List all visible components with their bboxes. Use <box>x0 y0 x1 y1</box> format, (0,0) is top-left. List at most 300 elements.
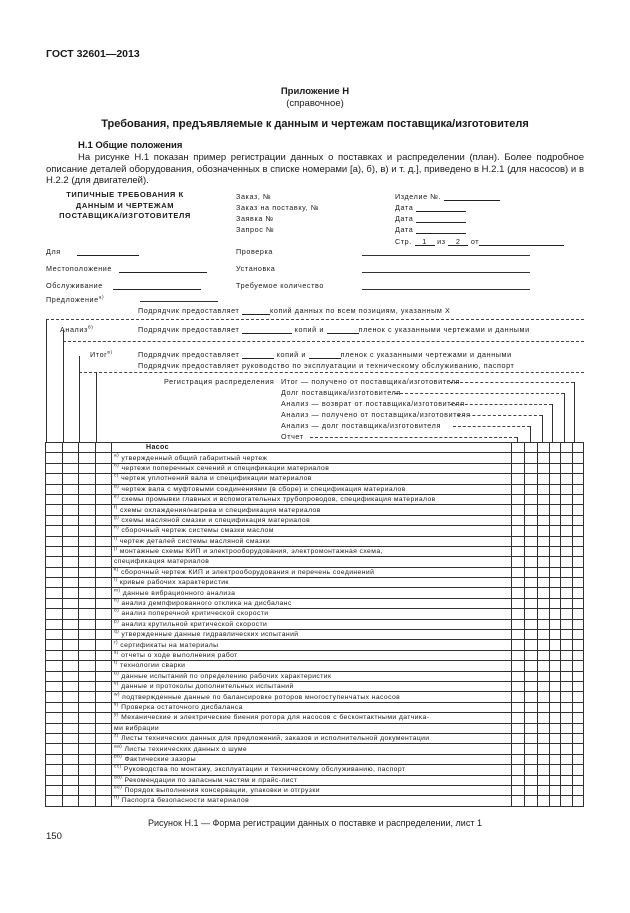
checkbox-cell <box>573 536 584 546</box>
table-row <box>46 526 584 536</box>
checkbox-cell <box>96 785 112 795</box>
table-row <box>46 723 584 733</box>
table-row <box>46 505 584 515</box>
item-mark: h) <box>114 526 120 532</box>
checkbox-cell <box>573 526 584 536</box>
item-cell <box>112 494 512 504</box>
checkbox-cell <box>79 671 96 681</box>
checkbox-cell <box>538 474 550 484</box>
checkbox-cell <box>46 526 63 536</box>
item-mark: o) <box>114 609 120 615</box>
checkbox-cell <box>525 463 538 473</box>
checkbox-cell <box>550 474 561 484</box>
checkbox-cell <box>512 505 525 515</box>
item-cell <box>112 630 512 640</box>
checkbox-cell <box>79 609 96 619</box>
checkbox-cell <box>538 775 550 785</box>
checkbox-cell <box>512 546 525 556</box>
checkbox-cell <box>96 775 112 785</box>
location-field: Местоположение <box>46 264 207 273</box>
checkbox-cell <box>561 713 573 723</box>
main-title: Требования, предъявляемые к данным и чертежам поставщика/изготовителя <box>101 118 529 130</box>
checkbox-cell <box>63 754 79 764</box>
checkbox-cell <box>512 588 525 598</box>
checkbox-cell <box>525 713 538 723</box>
checkbox-cell <box>538 515 550 525</box>
checkbox-cell <box>550 775 561 785</box>
checkbox-cell <box>46 713 63 723</box>
checkbox-cell <box>550 494 561 504</box>
checkbox-cell <box>550 536 561 546</box>
item-mark: ff) <box>114 796 120 802</box>
checkbox-cell <box>573 671 584 681</box>
checkbox-cell <box>63 681 79 691</box>
checkbox-cell <box>550 546 561 556</box>
item-mark: x) <box>114 702 119 708</box>
checkbox-cell <box>550 754 561 764</box>
checkbox-cell <box>46 796 63 806</box>
checkbox-cell <box>96 536 112 546</box>
checkbox-cell <box>538 619 550 629</box>
table-header-cell <box>112 443 512 453</box>
item-mark: p) <box>114 619 120 625</box>
checkbox-cell <box>63 453 79 463</box>
checkbox-cell <box>573 630 584 640</box>
checkbox-cell <box>550 681 561 691</box>
checkbox-cell <box>573 588 584 598</box>
checkbox-cell <box>525 681 538 691</box>
checkbox-cell <box>63 630 79 640</box>
request-label: Заявка № <box>236 214 274 223</box>
item-text: Механические и электрические биения ротора для насосов с бесконтактными датчика- <box>121 714 430 722</box>
checkbox-cell <box>46 650 63 660</box>
item-cell <box>112 702 512 712</box>
checkbox-cell <box>573 754 584 764</box>
checkbox-cell <box>561 598 573 608</box>
checkbox-cell <box>550 630 561 640</box>
checkbox-cell <box>63 619 79 629</box>
checkbox-cell <box>79 536 96 546</box>
item-text: сертификаты на материалы <box>120 641 219 649</box>
item-cell <box>112 723 512 733</box>
checkbox-cell <box>573 567 584 577</box>
checkbox-cell <box>512 619 525 629</box>
checkbox-cell <box>573 723 584 733</box>
item-mark: r) <box>114 640 118 646</box>
item-text: Паспорта безопасности материалов <box>121 797 250 805</box>
item-cell <box>112 692 512 702</box>
checkbox-cell <box>63 515 79 525</box>
checkbox-cell <box>561 463 573 473</box>
checkbox-cell <box>573 546 584 556</box>
table-row <box>46 733 584 743</box>
item-cell <box>112 619 512 629</box>
table-row <box>46 484 584 494</box>
checkbox-cell <box>538 484 550 494</box>
table-row <box>46 546 584 556</box>
checkbox-cell <box>538 536 550 546</box>
total-label: Итог$^{в)}$ <box>90 350 113 359</box>
checkbox-cell <box>550 744 561 754</box>
checkbox-cell <box>538 505 550 515</box>
checkbox-cell <box>63 526 79 536</box>
checkbox-cell <box>79 515 96 525</box>
query-label: Запрос № <box>236 225 275 234</box>
checkbox-cell <box>538 671 550 681</box>
item-mark: u) <box>114 671 120 677</box>
item-mark: j) <box>114 546 118 552</box>
checkbox-cell <box>561 650 573 660</box>
checkbox-cell <box>525 785 538 795</box>
checkbox-cell <box>512 702 525 712</box>
checkbox-cell <box>550 785 561 795</box>
checkbox-cell <box>79 619 96 629</box>
table-header-row <box>46 443 584 453</box>
section-title: Н.1 Общие положения <box>78 140 183 151</box>
checkbox-cell <box>96 578 112 588</box>
checkbox-cell <box>512 754 525 764</box>
item-cell <box>112 671 512 681</box>
checkbox-cell <box>96 453 112 463</box>
checkbox-cell <box>561 515 573 525</box>
checkbox-cell <box>63 650 79 660</box>
checkbox-cell <box>512 744 525 754</box>
checkbox-cell <box>525 474 538 484</box>
checkbox-cell <box>512 598 525 608</box>
checkbox-cell <box>79 630 96 640</box>
item-mark: aa) <box>114 744 123 750</box>
for-field: Для <box>46 247 139 256</box>
item-text: анализ демпфированного отклика на дисбаланс <box>121 600 292 608</box>
checkbox-cell <box>63 557 79 567</box>
checkbox-cell <box>63 588 79 598</box>
checkbox-cell <box>79 765 96 775</box>
checkbox-cell <box>561 733 573 743</box>
checkbox-cell <box>512 640 525 650</box>
checkbox-cell <box>538 733 550 743</box>
section-paragraph: На рисунке Н.1 показан пример регистрации данных о поставках и распределении (план). Более подробное описание деталей оборудования, обозначенных в списке номерами [a), б), в) и т. д.], приведено в Н.2.1 (для насосов) и в Н.2.2 (для двигателей). <box>46 152 584 186</box>
checkbox-cell <box>63 775 79 785</box>
checkbox-cell <box>538 463 550 473</box>
checkbox-cell <box>525 484 538 494</box>
checkbox-cell <box>96 474 112 484</box>
checkbox-cell <box>96 692 112 702</box>
item-cell <box>112 526 512 536</box>
table-row <box>46 630 584 640</box>
item-cell <box>112 588 512 598</box>
item-mark: w) <box>114 692 120 698</box>
checkbox-cell <box>573 609 584 619</box>
order-label: Заказ, № <box>236 192 272 201</box>
checkbox-cell <box>63 505 79 515</box>
checkbox-cell <box>96 505 112 515</box>
checkbox-cell <box>512 630 525 640</box>
checkbox-cell <box>573 474 584 484</box>
checkbox-cell <box>512 494 525 504</box>
item-text: отчеты о ходе выполнения работ <box>121 652 238 659</box>
checkbox-cell <box>573 515 584 525</box>
item-text: утвержденный общий габаритный чертеж <box>121 454 268 462</box>
checkbox-cell <box>79 505 96 515</box>
checkbox-cell <box>46 671 63 681</box>
checkbox-cell <box>550 609 561 619</box>
checkbox-cell <box>538 598 550 608</box>
checkbox-cell <box>96 567 112 577</box>
checkbox-cell <box>525 744 538 754</box>
checkbox-cell <box>512 526 525 536</box>
checkbox-cell <box>79 733 96 743</box>
checkbox-cell <box>96 765 112 775</box>
item-text: схемы масляной смазки и спецификация материалов <box>121 516 311 524</box>
product-field: Изделие №. <box>395 192 500 201</box>
item-text: Листы технических данных для предложений, заказов и исполнительной документации <box>121 735 430 743</box>
checkbox-cell <box>525 494 538 504</box>
item-text: Фактические зазоры <box>124 755 197 763</box>
checkbox-cell <box>512 484 525 494</box>
table-row <box>46 775 584 785</box>
item-mark: s) <box>114 650 119 656</box>
checkbox-cell <box>63 494 79 504</box>
checkbox-cell <box>512 713 525 723</box>
annex-kind: (справочное) <box>286 98 344 109</box>
checkbox-cell <box>550 640 561 650</box>
item-cell <box>112 785 512 795</box>
checkbox-cell <box>538 723 550 733</box>
figure-caption: Рисунок Н.1 — Форма регистрации данных о поставке и распределении, лист 1 <box>148 818 482 828</box>
item-text: Проверка остаточного дисбаланса <box>121 703 243 711</box>
checkbox-cell <box>538 557 550 567</box>
checkbox-cell <box>46 453 63 463</box>
checkbox-cell <box>538 785 550 795</box>
checkbox-cell <box>561 536 573 546</box>
checkbox-cell <box>96 494 112 504</box>
item-text: чертеж уплотнений вала и спецификации материалов <box>121 475 312 483</box>
checkbox-cell <box>63 744 79 754</box>
table-row <box>46 588 584 598</box>
checkbox-cell <box>96 681 112 691</box>
item-text: чертежи поперечных сечений и спецификации материалов <box>121 464 330 472</box>
checkbox-cell <box>96 515 112 525</box>
item-mark: с) <box>114 474 119 480</box>
item-cell <box>112 567 512 577</box>
legend-5: Отчет <box>281 432 304 441</box>
checkbox-cell <box>538 754 550 764</box>
checkbox-cell <box>538 567 550 577</box>
checkbox-cell <box>561 443 573 453</box>
checkbox-cell <box>512 775 525 785</box>
item-cell <box>112 733 512 743</box>
item-text: монтажные схемы КИП и электрооборудования, электромонтажная схема, <box>119 548 383 556</box>
item-cell <box>112 796 512 806</box>
table-row <box>46 785 584 795</box>
checkbox-cell <box>550 650 561 660</box>
item-cell <box>112 640 512 650</box>
checkbox-cell <box>79 650 96 660</box>
item-text: технологии сварки <box>120 662 186 670</box>
checkbox-cell <box>96 796 112 806</box>
checkbox-cell <box>96 650 112 660</box>
checkbox-cell <box>561 671 573 681</box>
item-text: чертеж деталей системы масляной смазки <box>119 537 271 545</box>
item-mark: i) <box>114 536 118 542</box>
required-qty-label: Требуемое количество <box>236 281 324 290</box>
item-text: чертеж вала с муфтовыми соединениями (в сборе) и спецификация материалов <box>121 485 406 493</box>
item-mark: q) <box>114 629 120 635</box>
checkbox-cell <box>79 443 96 453</box>
checkbox-cell <box>550 723 561 733</box>
checkbox-cell <box>96 744 112 754</box>
checkbox-cell <box>525 546 538 556</box>
checkbox-cell <box>538 578 550 588</box>
checkbox-cell <box>96 546 112 556</box>
checkbox-cell <box>96 630 112 640</box>
item-text: данные испытаний по определению рабочих характеристик <box>121 672 332 680</box>
checkbox-cell <box>46 463 63 473</box>
checkbox-cell <box>512 650 525 660</box>
checkbox-cell <box>79 588 96 598</box>
item-cell <box>112 650 512 660</box>
checkbox-cell <box>573 785 584 795</box>
service-field: Обслуживание <box>46 281 201 290</box>
checkbox-cell <box>550 515 561 525</box>
checkbox-cell <box>573 443 584 453</box>
legend-3: Анализ — получено от поставщика/изготовителя <box>281 410 471 419</box>
checkbox-cell <box>46 474 63 484</box>
checkbox-cell <box>561 640 573 650</box>
annex-title: Приложение Н <box>280 86 350 97</box>
checkbox-cell <box>46 505 63 515</box>
item-text: Порядок выполнения консервации, упаковки и отгрузки <box>124 787 320 795</box>
checkbox-cell <box>538 681 550 691</box>
checkbox-cell <box>46 692 63 702</box>
checkbox-cell <box>525 453 538 463</box>
checkbox-cell <box>573 463 584 473</box>
checkbox-cell <box>46 443 63 453</box>
checkbox-cell <box>46 598 63 608</box>
item-mark: f) <box>114 505 118 511</box>
checkbox-cell <box>79 598 96 608</box>
checkbox-cell <box>96 619 112 629</box>
item-mark: ee) <box>114 785 123 791</box>
checkbox-cell <box>561 609 573 619</box>
checkbox-cell <box>96 557 112 567</box>
checkbox-cell <box>525 775 538 785</box>
checkbox-cell <box>550 619 561 629</box>
checkbox-cell <box>538 443 550 453</box>
checkbox-cell <box>512 443 525 453</box>
checkbox-cell <box>63 702 79 712</box>
checkbox-cell <box>550 443 561 453</box>
checkbox-cell <box>538 661 550 671</box>
checkbox-cell <box>79 796 96 806</box>
item-cell <box>112 765 512 775</box>
checkbox-cell <box>573 681 584 691</box>
table-row <box>46 536 584 546</box>
checkbox-cell <box>96 671 112 681</box>
checkbox-cell <box>79 661 96 671</box>
checkbox-cell <box>63 578 79 588</box>
checkbox-cell <box>46 723 63 733</box>
checkbox-cell <box>561 692 573 702</box>
checkbox-cell <box>573 494 584 504</box>
checkbox-cell <box>46 567 63 577</box>
checkbox-cell <box>63 546 79 556</box>
checkbox-cell <box>561 526 573 536</box>
page-field: Стр. 1 из 2 от <box>395 237 564 246</box>
checkbox-cell <box>550 463 561 473</box>
supply-order-label: Заказ на поставку, № <box>236 203 320 212</box>
item-mark: n) <box>114 598 120 604</box>
item-text: Листы технических данных о шуме <box>124 745 248 753</box>
requirements-table <box>45 442 584 807</box>
checkbox-cell <box>79 744 96 754</box>
item-cell <box>112 505 512 515</box>
checkbox-cell <box>63 536 79 546</box>
table-row <box>46 661 584 671</box>
checkbox-cell <box>550 484 561 494</box>
checkbox-cell <box>561 744 573 754</box>
checkbox-cell <box>561 546 573 556</box>
item-mark: d) <box>114 484 120 490</box>
checkbox-cell <box>512 765 525 775</box>
checkbox-cell <box>525 765 538 775</box>
checkbox-cell <box>63 713 79 723</box>
checkbox-cell <box>63 785 79 795</box>
checkbox-cell <box>538 494 550 504</box>
checkbox-cell <box>573 692 584 702</box>
checkbox-cell <box>550 557 561 567</box>
date-field-3: Дата <box>395 225 466 234</box>
checkbox-cell <box>573 578 584 588</box>
table-row <box>46 671 584 681</box>
item-text: кривые рабочих характеристик <box>119 579 229 587</box>
checkbox-cell <box>561 619 573 629</box>
table-row <box>46 453 584 463</box>
checkbox-cell <box>79 546 96 556</box>
checkbox-cell <box>512 463 525 473</box>
legend-2: Анализ — возврат от поставщика/изготовителя <box>281 399 465 408</box>
item-mark: а) <box>114 453 120 459</box>
item-cell <box>112 463 512 473</box>
item-mark: z) <box>114 733 119 739</box>
item-text: схемы промывки главных и вспомогательных трубопроводов, спецификация материалов <box>121 496 436 504</box>
checkbox-cell <box>46 754 63 764</box>
item-mark: bb) <box>114 754 123 760</box>
checkbox-cell <box>550 598 561 608</box>
checkbox-cell <box>512 785 525 795</box>
checkbox-cell <box>525 557 538 567</box>
checkbox-cell <box>561 453 573 463</box>
checkbox-cell <box>46 536 63 546</box>
checkbox-cell <box>561 796 573 806</box>
checkbox-cell <box>63 484 79 494</box>
check-label: Проверка <box>236 247 273 256</box>
table-header-label: Насос <box>146 444 169 452</box>
checkbox-cell <box>561 702 573 712</box>
item-text: Рекомендации по запасным частям и прайс-лист <box>124 776 298 784</box>
checkbox-cell <box>525 733 538 743</box>
item-mark: e) <box>114 494 120 500</box>
checkbox-cell <box>46 640 63 650</box>
item-text: сборочный чертеж КИП и электрооборудования и перечень соединений <box>121 568 375 576</box>
checkbox-cell <box>46 494 63 504</box>
item-mark: dd) <box>114 775 123 781</box>
checkbox-cell <box>46 681 63 691</box>
contractor-analysis-copies: Подрядчик предоставляет копий и пленок с указанными чертежами и данными <box>138 325 530 334</box>
checkbox-cell <box>538 796 550 806</box>
checkbox-cell <box>46 515 63 525</box>
item-mark: cc) <box>114 765 122 771</box>
